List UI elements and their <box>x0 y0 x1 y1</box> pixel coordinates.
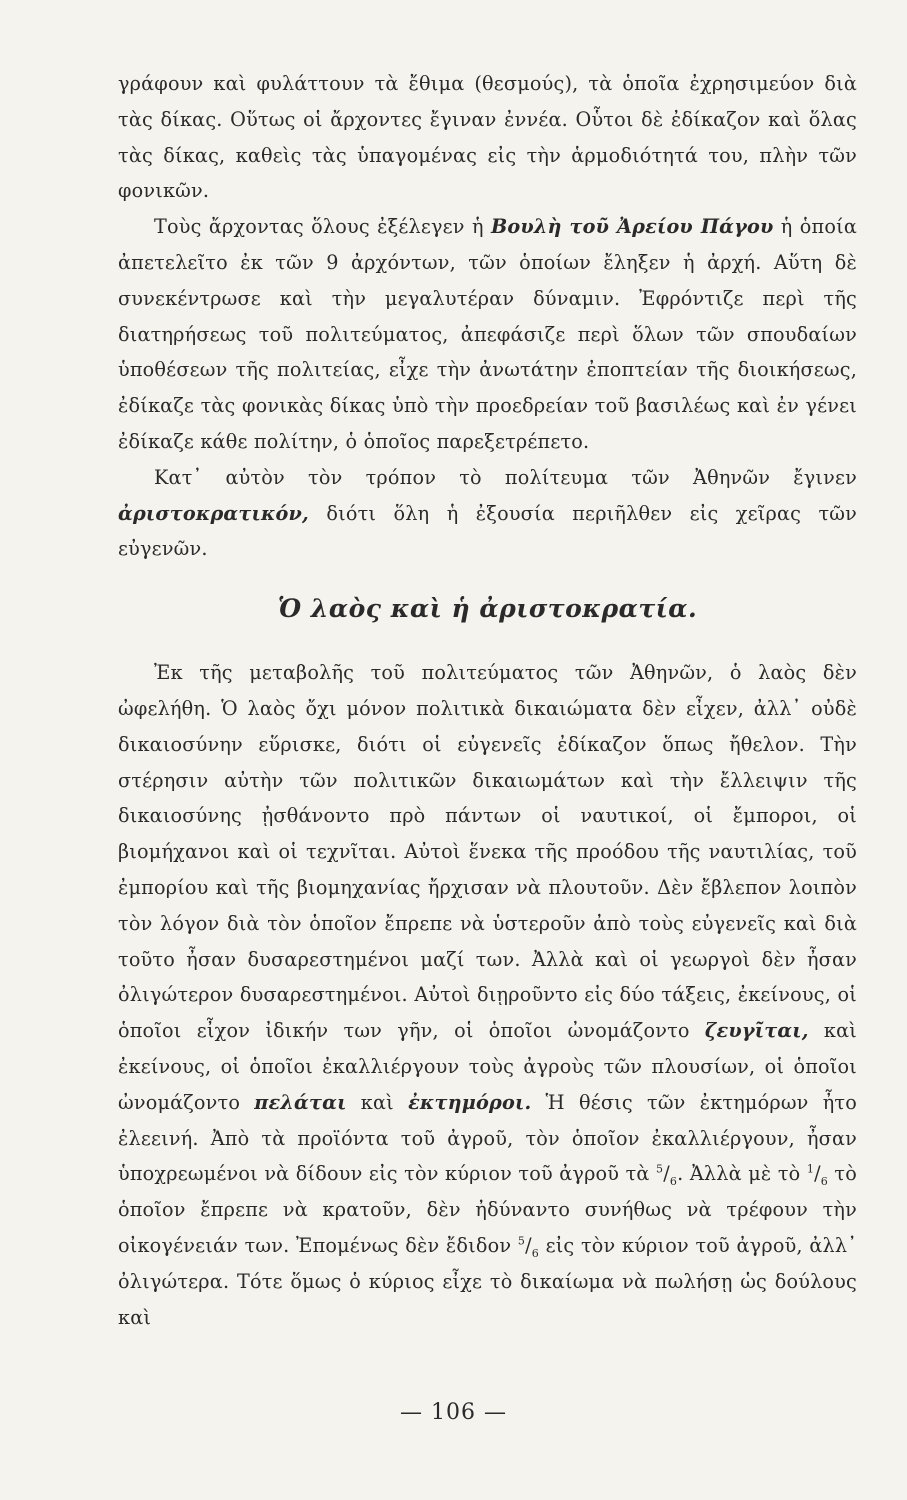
fraction-2-numerator: 1 <box>806 1162 815 1176</box>
paragraph-2-text-c: ἡ ὁποία ἀπετελεῖτο ἐκ τῶν 9 ἀρχόντων, τῶν ὁποίων ἔληξεν ἡ ἀρχή. Αὕτη δὲ συνεκέντρωσε καὶ τὴν μεγαλυτέραν δύναμιν. Ἐφρόντιζε περὶ τῆς διατηρήσεως τοῦ πολιτεύματος, ἀπεφάσιζε περὶ ὅλων τῶν σπουδαίων ὑποθέσεων τῆς πολιτείας, εἶχε τὴν ἀνωτάτην ἐποπτείαν τῆς διοικήσεως, ἐδίκαζε τὰς φονικὰς δίκας ὑπὸ τὴν προεδρείαν τοῦ βασιλέως καὶ ἐν γένει ἐδίκαζε κάθε πολίτην, ὁ ὁποῖος παρεξετρέπετο. <box>118 215 857 453</box>
paragraph-4-text-g: Ἡ θέσις τῶν ἐκτημόρων ἦτο ἐλεεινή. Ἀπὸ τὰ προϊόντα τοῦ ἀγροῦ, τὸν ὁποῖον ἐκαλλιέργουν, ἦσαν ὑποχρεωμένοι νὰ δίδουν εἰς τὸν κύριον τοῦ ἀγροῦ τὰ <box>118 1090 857 1186</box>
fraction-1-numerator: 5 <box>656 1162 664 1176</box>
paragraph-4-text-a: Ἐκ τῆς μεταβολῆς τοῦ πολιτεύματος τῶν Ἀθηνῶν, ὁ λαὸς δὲν ὠφελήθη. Ὁ λαὸς ὄχι μόνον πολιτικὰ δικαιώματα δὲν εἶχεν, ἀλλ᾽ οὐδὲ δικαιοσύνην εὕρισκε, διότι οἱ εὐγενεῖς ἐδίκαζον ὅπως ἤθελον. Τὴν στέρησιν αὐτὴν τῶν πολιτικῶν δικαιωμάτων καὶ τὴν ἔλλειψιν τῆς δικαιοσύνης ᾐσθάνοντο πρὸ πάντων οἱ ναυτικοί, οἱ ἔμποροι, οἱ βιομήχανοι καὶ οἱ τεχνῖται. Αὐτοὶ ἕνεκα τῆς προόδου τῆς ναυτιλίας, τοῦ ἐμπορίου καὶ τῆς βιομηχανίας ἤρχισαν νὰ πλουτοῦν. Δὲν ἔβλεπον λοιπὸν τὸν λόγον διὰ τὸν ὁποῖον ἔπρεπε νὰ ὑστεροῦν ἀπὸ τοὺς εὐγενεῖς καὶ διὰ τοῦτο ἦσαν δυσαρεστημένοι μαζί των. Ἀλλὰ καὶ οἱ γεωργοὶ δὲν ἦσαν ὀλιγώτερον δυσαρεστημένοι. Αὐτοὶ διῃροῦντο εἰς δύο τάξεις, ἐκείνους, οἱ ὁποῖοι εἶχον ἰδικήν των γῆν, οἱ ὁποῖοι ὠνομάζοντο <box>118 661 857 1043</box>
paragraph-3-text-c: διότι ὅλη ἡ ἐξουσία περιῆλθεν εἰς χεῖρας τῶν εὐγενῶν. <box>118 501 857 561</box>
fraction-1-denominator: 6 <box>669 1175 678 1189</box>
paragraph-3 <box>118 460 857 567</box>
aristokratikon-term: ἀριστοκρατικόν, <box>118 501 309 525</box>
paragraph-4: Ἐκ τῆς μεταβολῆς τοῦ πολιτεύματος τῶν Ἀθηνῶν, ὁ λαὸς δὲν ὠφελήθη. Ὁ λαὸς ὄχι μόνον πολιτικὰ δικαιώματα δὲν εἶχεν, ἀλλ᾽ οὐδὲ δικαιοσύνην εὕρισκε, διότι οἱ εὐγενεῖς ἐδίκαζον ὅπως ἤθελον. Τὴν στέρησιν αὐτὴν τῶν πολιτικῶν δικαιωμάτων καὶ τὴν ἔλλειψιν τῆς δικαιοσύνης ᾐσθάνοντο πρὸ πάντων οἱ ναυτικοί, οἱ ἔμποροι, οἱ βιομήχανοι καὶ οἱ τεχνῖται. Αὐτοὶ ἕνεκα τῆς προόδου τῆς ναυτιλίας, τοῦ ἐμπορίου καὶ τῆς βιομηχανίας ἤρχισαν νὰ πλουτοῦν. Δὲν ἔβλεπον λοιπὸν τὸν λόγον διὰ τὸν ὁποῖον ἔπρεπε νὰ ὑστεροῦν ἀπὸ τοὺς εὐγενεῖς καὶ διὰ τοῦτο ἦσαν δυσαρεστημένοι μαζί των. Ἀλλὰ καὶ οἱ γεωργοὶ δὲν ἦσαν ὀλιγώτερον δυσαρεστημένοι. Αὐτοὶ διῃροῦντο εἰς δύο τάξεις, ἐκείνους, οἱ ὁποῖοι εἶχον ἰδικήν των γῆν, οἱ ὁποῖοι ὠνομάζοντο ζευγῖται, καὶ ἐκείνους, οἱ ὁποῖοι ἐκαλλιέργουν τοὺς ἀγροὺς τῶν πλουσίων, οἱ ὁποῖοι ὠνομάζοντο πελάται καὶ ἐκτημόροι. Ἡ θέσις τῶν ἐκτημόρων ἦτο ἐλεεινή. Ἀπὸ τὰ προϊόντα τοῦ ἀγροῦ, τὸν ὁποῖον ἐκαλλιέργουν, ἦσαν ὑποχρεωμένοι νὰ δίδουν εἰς τὸν κύριον τοῦ ἀγροῦ τὰ $^5/_6$. Ἀλλὰ μὲ τὸ $^1/_6$ τὸ ὁποῖον ἔπρεπε νὰ κρατοῦν, δὲν ἠδύναντο συνήθως νὰ τρέφουν τὴν οἰκογένειάν των. Ἐπομένως δὲν ἔδιδον $^5/_6$ εἰς τὸν κύριον τοῦ ἀγροῦ, ἀλλ᾽ ὀλιγώτερα. Τότε ὅμως ὁ κύριος εἶχε τὸ δικαίωμα νὰ πωλήσῃ ὡς δούλους καὶ <box>118 661 858 1329</box>
fraction-3-numerator: 5 <box>517 1234 526 1248</box>
page-number: — 106 — <box>400 1400 507 1425</box>
paragraph-1-text: γράφουν καὶ φυλάττουν τὰ ἔθιμα (θεσμούς), τὰ ὁποῖα ἐχρησιμεύον διὰ τὰς δίκας. Οὕτως οἱ ἄρχοντες ἔγιναν ἐννέα. Οὗτοι δὲ ἐδίκαζον καὶ ὅλας τὰς δίκας, καθεὶς τὰς ὑπαγομένας εἰς τὴν ἁρμοδιότητά του, πλὴν τῶν φονικῶν. <box>118 72 857 203</box>
paragraph-4-text-j: εἰς τὸν κύριον τοῦ ἀγροῦ, ἀλλ᾽ ὀλιγώτερα. Τότε ὅμως ὁ κύριος εἶχε τὸ δικαίωμα νὰ πωλήσῃ ὡς δούλους καὶ <box>118 1233 858 1329</box>
paragraph-3-text-a: Κατ᾽ αὐτὸν τὸν τρόπον τὸ πολίτευμα τῶν Ἀθηνῶν ἔγινεν <box>154 465 857 489</box>
paragraph-4-text-h: . Ἀλλὰ μὲ τὸ <box>677 1162 801 1186</box>
pelatai-term: πελάται <box>254 1090 347 1114</box>
paragraph-2-text-a: Τοὺς ἄρχοντας ὅλους ἐξέλεγεν ἡ <box>154 215 484 239</box>
ektimoroi-term: ἐκτημόροι. <box>408 1090 532 1114</box>
paragraph-1 <box>118 66 857 209</box>
paragraph-2 <box>118 209 857 460</box>
paragraph-4-text-e: καὶ <box>360 1090 394 1114</box>
paragraph-4-text-c: καὶ ἐκείνους, οἱ ὁποῖοι ἐκαλλιέργουν τοὺς ἀγροὺς τῶν πλουσίων, οἱ ὁποῖοι ὠνομάζοντο <box>118 1019 857 1114</box>
fraction-3-denominator: 6 <box>531 1246 539 1260</box>
paragraph-4-text-i: τὸ ὁποῖον ἔπρεπε νὰ κρατοῦν, δὲν ἠδύναντο συνήθως νὰ τρέφουν τὴν οἰκογένειάν των. Ἐπομένως δὲν ἔδιδον <box>118 1162 857 1257</box>
areios-pagos-term: Βουλὴ τοῦ Ἀρείου Πάγου <box>490 215 774 239</box>
zeugitai-term: ζευγῖται, <box>704 1019 809 1043</box>
fraction-2-denominator: 6 <box>820 1175 828 1189</box>
section-heading: Ὁ λαὸς καὶ ἡ ἀριστοκρατία. <box>277 594 698 624</box>
